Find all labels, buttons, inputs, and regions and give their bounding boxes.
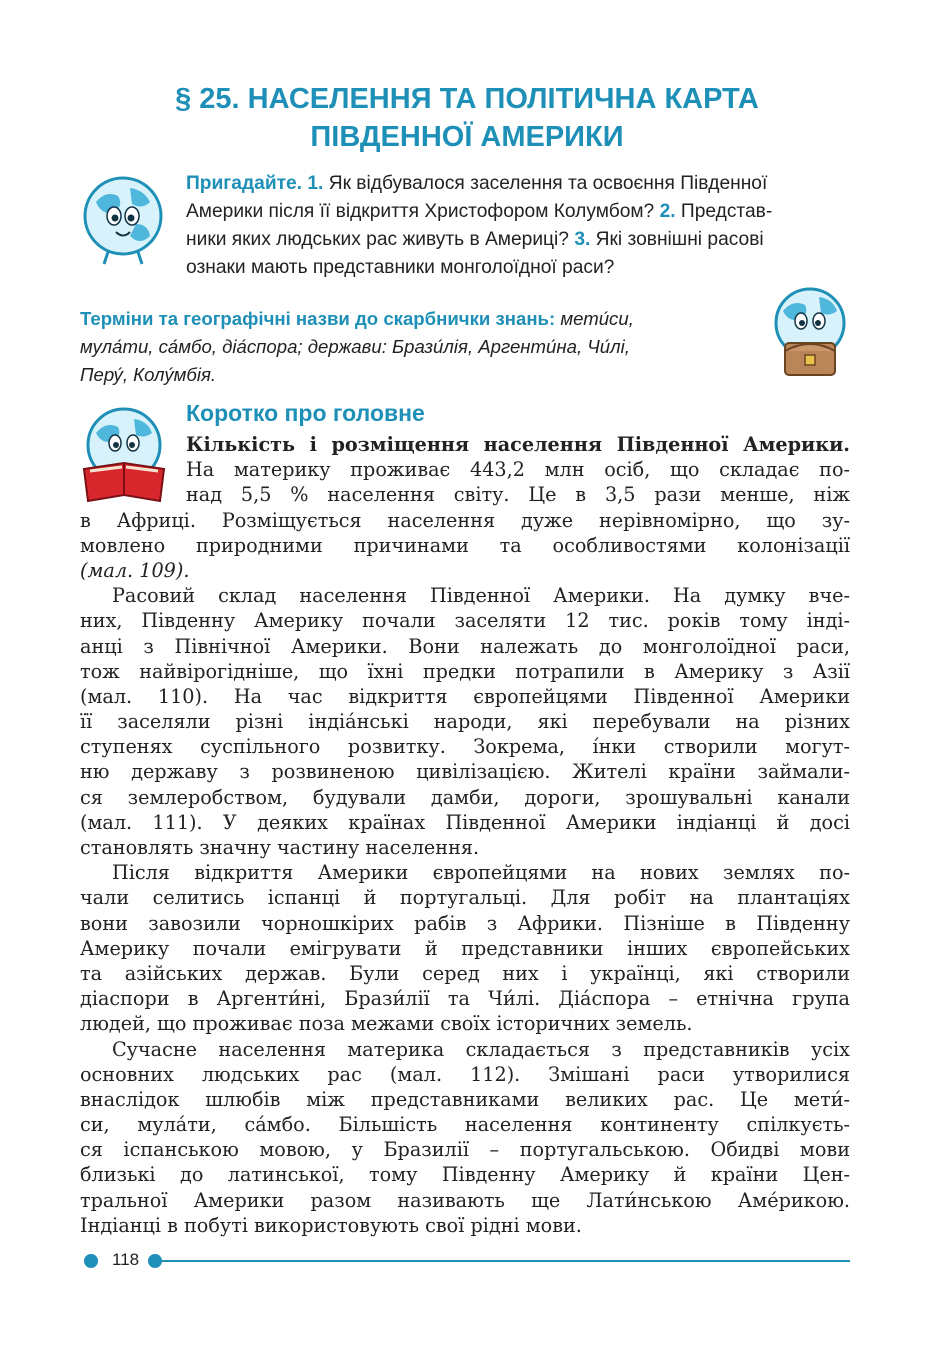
terms-box: Терміни та географічні назви до скарбнички знань: мети́си, мула́ти, са́мбо, діа́спора; держави: Брази́лія, Аргенти́на, Чи́лі, Перу́, Колу́мбія. <box>80 308 634 385</box>
footer-dot-left <box>84 1254 98 1268</box>
globe-mascot-icon <box>78 172 168 268</box>
section-heading: Коротко про головне <box>186 400 425 426</box>
terms-label: Терміни та географічні назви до скарбнички знань: <box>80 308 556 329</box>
page-title-line-1: § 25. НАСЕЛЕННЯ ТА ПОЛІТИЧНА КАРТА <box>175 83 759 115</box>
body-text: Кількість і розміщення населення Південної Америки. На материку проживає 443,2 млн осіб, що складає по- над 5,5 % населення світу. Це в 3,5 рази менше, ніж в Африці. Розміщується населення дуже нерівномірно, що зу- мовлено природними причинами та особливостями колонізації (мал. 109). Расовий склад населення Південної Америки. На думку вче- них, Південну Америку почали заселяти 12 тис. років тому інді- анці з Північної Америки. Вони належать до монголоїдної раси, тож найвірогідніше, що їхні предки потрапили в Америку з Азії (мал. 110). На час відкриття європейцями Південної Америки її заселяли різні індіа́нські народи, які перебували на різних ступенях суспільного розвитку. Зокрема, і́нки створили могут- ню державу з розвиненою цивілізацією. Жителі країни займали- ся землеробством, будували дамби, дороги, зрошувальні канали (мал. 111). У деяких країнах Південної Америки індіанці й досі становлять значну частину населення. Після відкриття Америки європейцями на нових землях по- чали селитись іспанці й португальці. Для робіт на плантаціях вони завозили чорношкірих рабів з Африки. Пізніше в Південну Америку почали емігрувати й представники інших європейських та азійських держав. Були серед них і українці, які створили діаспори в Аргенти́ні, Брази́лії та Чи́лі. Діа́спора – етнічна група людей, що проживає поза межами своїх історичних земель. Сучасне населення материка складається з представників усіх основних людських рас (мал. 112). Змішані раси утворилися внаслідок шлюбів між представниками великих рас. Це мети́- си, мула́ти, са́мбо. Більшість населення континенту спілкуєть- ся іспанською мовою, у Бразилії – португальською. Обидві мови близькі до латинської, тому Південну Америку й країни Цен- тральної Америки разом називають ще Лати́нською Аме́рикою. Індіанці в побуті використовують свої рідні мови. <box>80 433 850 1237</box>
remember-questions: Пригадайте. 1. Як відбувалося заселення та освоєння Південної Америки після її відкриття Христофором Колумбом? 2. Представ- ники яких людських рас живуть в Америці? 3. Які зовнішні расові ознаки мають представники монголоїдної раси? <box>186 173 773 278</box>
page-footer <box>80 1250 850 1272</box>
remember-label: Пригадайте. <box>186 173 303 194</box>
globe-mascot-with-chest-icon <box>765 285 855 383</box>
page-number: 118 <box>112 1250 140 1269</box>
page-title-line-2: ПІВДЕННОЇ АМЕРИКИ <box>310 121 624 153</box>
footer-rule <box>160 1260 850 1262</box>
page-title <box>0 80 934 156</box>
body-lead-heading: Кількість і розміщення населення Південної Америки. <box>186 433 850 456</box>
